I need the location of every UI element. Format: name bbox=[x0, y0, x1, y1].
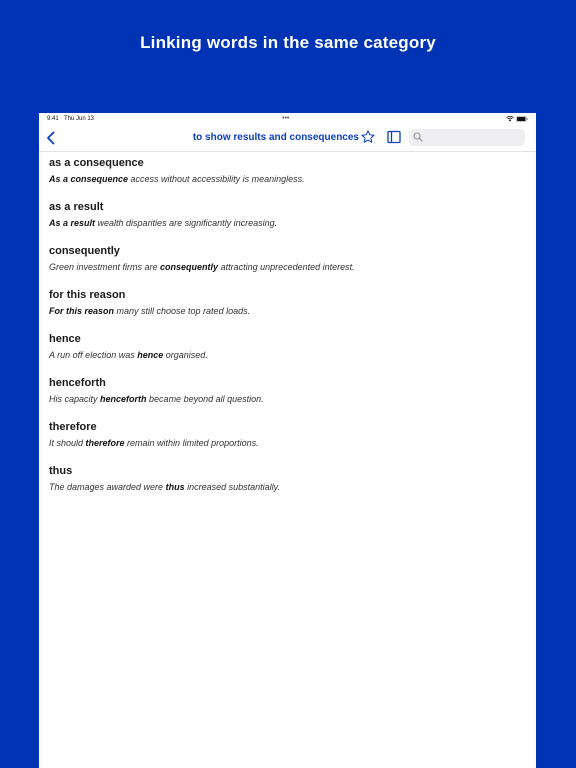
entry-example bbox=[49, 306, 529, 317]
example-text-before: A run off election was bbox=[49, 350, 138, 360]
example-text-before: It should bbox=[49, 438, 86, 448]
app-screen bbox=[39, 113, 536, 768]
entry-example bbox=[49, 394, 529, 405]
example-text-after: wealth disparities are significantly increasing. bbox=[95, 218, 278, 228]
example-text-after: remain within limited proportions. bbox=[124, 438, 259, 448]
example-text-after: access without accessibility is meaningless. bbox=[128, 174, 305, 184]
navigation-bar bbox=[39, 125, 536, 152]
page-title: to show results and consequences bbox=[192, 132, 359, 143]
list-item[interactable] bbox=[49, 421, 529, 465]
list-item[interactable] bbox=[49, 289, 529, 333]
banner-title: Linking words in the same category bbox=[140, 33, 436, 52]
example-highlighted-term: consequently bbox=[160, 262, 219, 272]
list-item[interactable] bbox=[49, 201, 529, 245]
status-time: 9:41 bbox=[47, 116, 59, 122]
example-highlighted-term: thus bbox=[165, 482, 185, 492]
entry-example bbox=[49, 262, 529, 273]
entry-term: thus bbox=[49, 465, 73, 477]
example-highlighted-term: As a result bbox=[49, 218, 96, 228]
status-bar bbox=[39, 113, 536, 125]
list-item[interactable] bbox=[49, 377, 529, 421]
example-text-after: organised. bbox=[163, 350, 208, 360]
entry-example bbox=[49, 218, 529, 229]
status-date: Thu Jun 13 bbox=[64, 116, 95, 122]
entry-example bbox=[49, 350, 529, 361]
search-field[interactable] bbox=[409, 129, 525, 146]
entry-term: as a consequence bbox=[49, 157, 144, 169]
chevron-left-icon[interactable] bbox=[44, 130, 58, 146]
example-text-before: The damages awarded were bbox=[49, 482, 166, 492]
example-highlighted-term: henceforth bbox=[100, 394, 147, 404]
list-item[interactable] bbox=[49, 333, 529, 377]
example-text-after: many still choose top rated loads. bbox=[114, 306, 251, 316]
star-icon[interactable] bbox=[360, 129, 376, 145]
list-item[interactable] bbox=[49, 245, 529, 289]
example-text-before: His capacity bbox=[49, 394, 101, 404]
entry-term: for this reason bbox=[49, 289, 126, 301]
multitasking-dots-icon[interactable]: ••• bbox=[282, 115, 290, 122]
entry-example bbox=[49, 438, 529, 449]
search-input[interactable] bbox=[426, 130, 520, 144]
entry-term: hence bbox=[49, 333, 81, 345]
list-item[interactable] bbox=[49, 157, 529, 201]
entry-term: therefore bbox=[49, 421, 97, 433]
book-icon[interactable] bbox=[387, 130, 401, 144]
example-highlighted-term: therefore bbox=[85, 438, 125, 448]
example-highlighted-term: As a consequence bbox=[49, 174, 129, 184]
entry-term: henceforth bbox=[49, 377, 106, 389]
example-highlighted-term: hence bbox=[137, 350, 164, 360]
linking-words-list bbox=[49, 157, 529, 509]
list-item[interactable] bbox=[49, 465, 529, 509]
search-icon bbox=[413, 132, 423, 142]
example-highlighted-term: For this reason bbox=[49, 306, 115, 316]
example-text-before: Green investment firms are bbox=[49, 262, 161, 272]
example-text-after: increased substantially. bbox=[184, 482, 280, 492]
promo-banner bbox=[0, 0, 576, 112]
example-text-after: attracting unprecedented interest. bbox=[218, 262, 355, 272]
example-text-after: became beyond all question. bbox=[146, 394, 264, 404]
entry-term: consequently bbox=[49, 245, 120, 257]
entry-example bbox=[49, 482, 529, 493]
wifi-icon bbox=[506, 116, 514, 122]
entry-example bbox=[49, 174, 529, 185]
battery-icon bbox=[516, 116, 528, 122]
entry-term: as a result bbox=[49, 201, 104, 213]
